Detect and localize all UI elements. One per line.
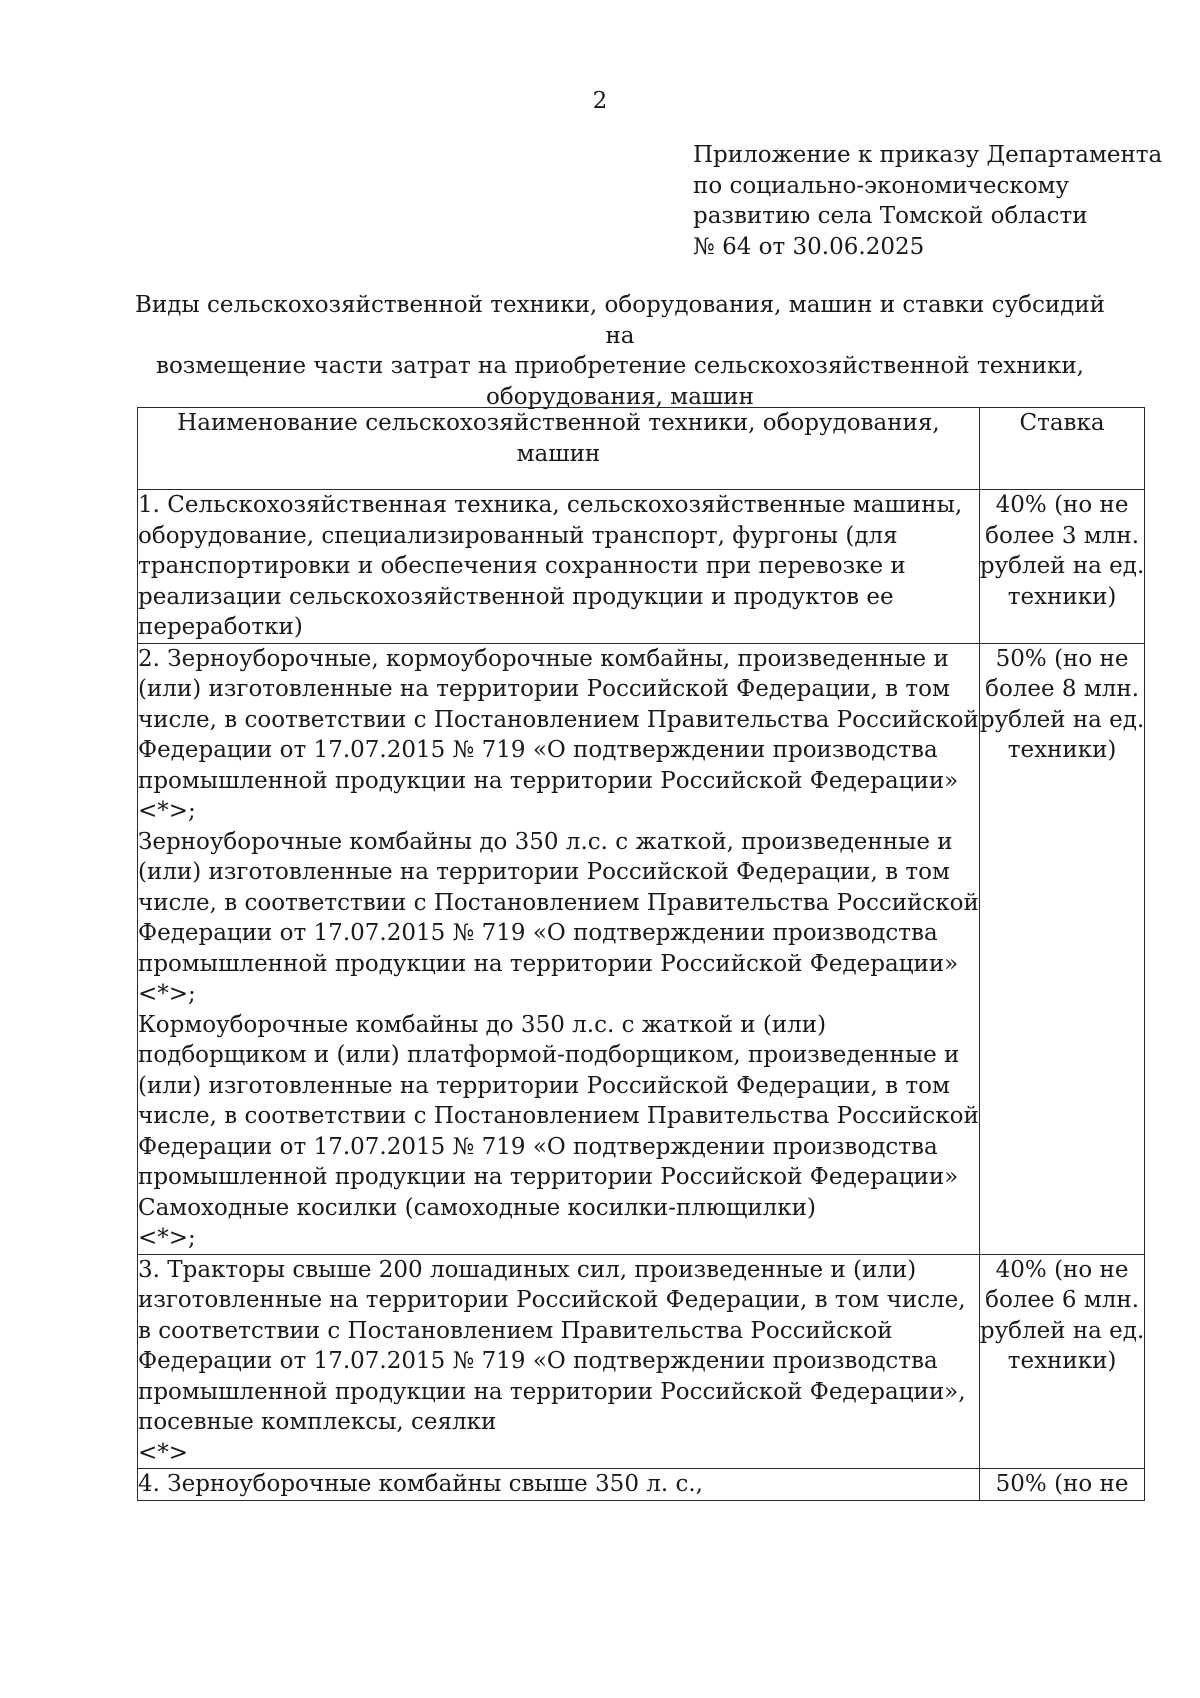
column-header-rate: Ставка [979, 408, 1144, 490]
appendix-header [693, 140, 1173, 262]
equipment-name-line: изготовленные на территории Российской Федерации, в том числе, [138, 1287, 966, 1313]
equipment-name-cell [138, 643, 980, 1254]
header-line: Наименование сельскохозяйственной техники, оборудования, [177, 410, 940, 436]
appendix-line: Приложение к приказу Департамента [693, 142, 1163, 168]
equipment-name-line: числе, в соответствии с Постановлением Правительства Российской [138, 706, 979, 733]
equipment-name-line: <*> [138, 1439, 189, 1466]
table-header-row [138, 408, 1145, 490]
equipment-name-line: 2. Зерноуборочные, кормоуборочные комбайны, произведенные и [138, 645, 949, 672]
equipment-name-line: промышленной продукции на территории Российской Федерации» [138, 1164, 959, 1190]
subsidy-rate-line: 50% (но не [995, 1471, 1129, 1497]
subsidy-rate-line: 50% (но не [995, 645, 1129, 672]
equipment-name-line: в соответствии с Постановлением Правительства Российской [138, 1317, 893, 1344]
subsidy-rate-cell [979, 1254, 1144, 1469]
subsidy-rate-line: техники) [1007, 583, 1117, 610]
subsidy-rate-line: техники) [1007, 737, 1117, 763]
table-row [138, 1254, 1145, 1469]
equipment-name-line: Самоходные косилки (самоходные косилки-плющилки) [138, 1194, 816, 1221]
equipment-name-line: (или) изготовленные на территории Российской Федерации, в том [138, 1072, 950, 1099]
equipment-name-line: <*>; [138, 798, 196, 824]
equipment-name-line: 1. Сельскохозяйственная техника, сельскохозяйственные машины, [138, 492, 963, 518]
subsidy-rate-line: более 3 млн. [985, 522, 1140, 549]
page-number: 2 [592, 88, 608, 114]
subsidy-rate-line: рублей на ед. [979, 1317, 1145, 1344]
equipment-name-line: транспортировки и обеспечения сохранности при перевозке и [138, 553, 906, 579]
subsidy-rate-line: рублей на ед. [979, 553, 1145, 579]
column-header-name [138, 408, 980, 490]
equipment-name-line: промышленной продукции на территории Российской Федерации», [138, 1378, 966, 1405]
equipment-name-cell [138, 1254, 980, 1469]
document-title [120, 290, 1120, 412]
subsidy-rate-line: 40% (но не [995, 1256, 1129, 1283]
equipment-name-line: Федерации от 17.07.2015 № 719 «О подтверждении производства [138, 920, 938, 946]
equipment-name-line: Кормоуборочные комбайны до 350 л.с. с жаткой и (или) [138, 1011, 827, 1038]
title-line: Виды сельскохозяйственной техники, оборудования, машин и ставки субсидий на [135, 292, 1105, 349]
equipment-name-line: промышленной продукции на территории Российской Федерации» [138, 767, 959, 794]
equipment-name-line: посевные комплексы, сеялки [138, 1409, 497, 1435]
equipment-name-line: Зерноуборочные комбайны до 350 л.с. с жаткой, произведенные и [138, 828, 953, 855]
table-row [138, 1469, 1145, 1501]
header-line: машин [516, 440, 601, 467]
title-line: оборудования, машин [486, 383, 754, 410]
subsidy-rate-cell [979, 1469, 1144, 1501]
equipment-name-line: 3. Тракторы свыше 200 лошадиных сил, произведенные и (или) [138, 1256, 917, 1283]
equipment-name-line: переработки) [138, 614, 303, 640]
subsidy-rate-line: рублей на ед. [979, 706, 1145, 733]
equipment-name-line: оборудование, специализированный транспорт, фургоны (для [138, 522, 898, 549]
subsidy-rate-line: 40% (но не [995, 492, 1129, 518]
appendix-line: развитию села Томской области [693, 203, 1088, 229]
table-row [138, 643, 1145, 1254]
equipment-name-line: (или) изготовленные на территории Российской Федерации, в том [138, 859, 950, 885]
equipment-name-line: <*>; [138, 981, 196, 1007]
title-line: возмещение части затрат на приобретение сельскохозяйственной техники, [156, 353, 1084, 379]
subsidy-rates-table [137, 407, 1145, 1501]
appendix-line: № 64 от 30.06.2025 [693, 233, 925, 260]
equipment-name-cell [138, 1469, 980, 1501]
appendix-line: по социально-экономическому [693, 172, 1069, 199]
subsidy-rate-line: техники) [1007, 1348, 1117, 1374]
equipment-name-line: (или) изготовленные на территории Российской Федерации, в том [138, 676, 950, 702]
equipment-name-line: <*>; [138, 1225, 196, 1251]
equipment-name-line: промышленной продукции на территории Российской Федерации» [138, 950, 959, 977]
equipment-name-line: Федерации от 17.07.2015 № 719 «О подтверждении производства [138, 1133, 938, 1160]
equipment-name-line: числе, в соответствии с Постановлением Правительства Российской [138, 1103, 979, 1129]
subsidy-rate-cell [979, 490, 1144, 644]
equipment-name-cell [138, 490, 980, 644]
equipment-name-line: числе, в соответствии с Постановлением Правительства Российской [138, 889, 979, 916]
subsidy-rate-cell [979, 643, 1144, 1254]
equipment-name-line: подборщиком и (или) платформой-подборщиком, произведенные и [138, 1042, 960, 1068]
subsidy-rate-line: более 8 млн. [985, 676, 1140, 702]
subsidy-rate-line: более 6 млн. [985, 1287, 1140, 1313]
equipment-name-line: 4. Зерноуборочные комбайны свыше 350 л. с., [138, 1471, 703, 1497]
table-row [138, 490, 1145, 644]
equipment-name-line: Федерации от 17.07.2015 № 719 «О подтверждении производства [138, 1348, 938, 1374]
equipment-name-line: реализации сельскохозяйственной продукции и продуктов ее [138, 583, 894, 610]
equipment-name-line: Федерации от 17.07.2015 № 719 «О подтверждении производства [138, 737, 938, 763]
